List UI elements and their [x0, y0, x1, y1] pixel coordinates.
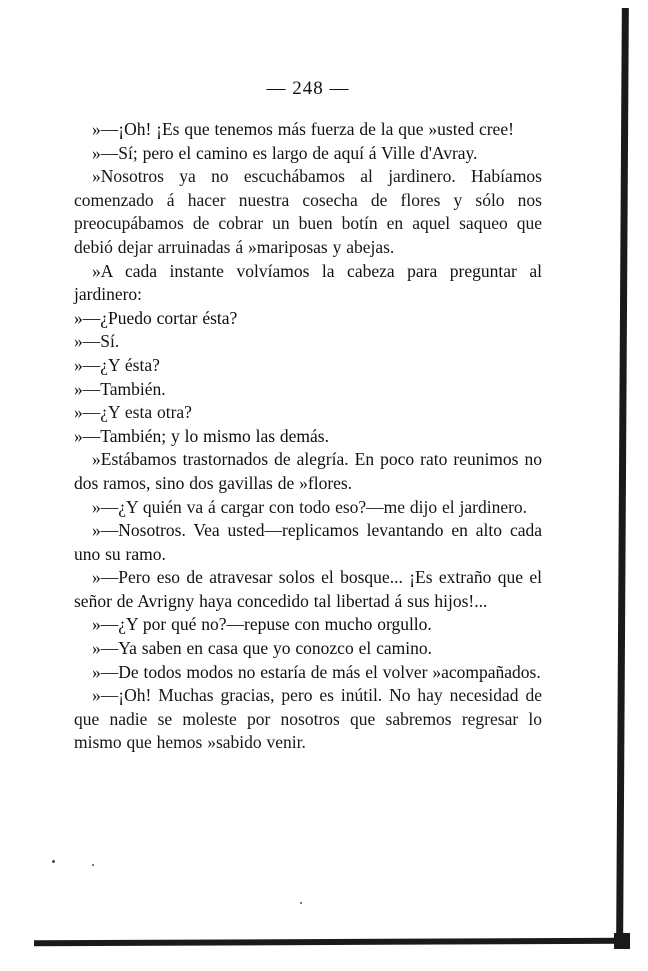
paragraph: »—¿Y por qué no?—repuse con mucho orgullo. [92, 614, 432, 635]
scan-speck [300, 902, 302, 904]
scan-speck [52, 860, 55, 863]
paragraph: »—Sí; pero el camino es largo de aquí á Ville d'Avray. [92, 142, 478, 163]
paragraph: »Estábamos trastornados de alegría. En poco rato reunimos no dos ramos, sino dos gavillas de »flores. [74, 449, 542, 493]
page-edge-corner-mark [614, 933, 630, 949]
paragraph: »—¡Oh! ¡Es que tenemos más fuerza de la que »usted cree! [92, 119, 514, 139]
body-text [74, 118, 542, 755]
dialogue-line: »—¿Y esta otra? [74, 402, 192, 423]
paragraph: »—¿Y quién va á cargar con todo eso?—me dijo el jardinero. [92, 496, 528, 517]
dialogue-line: »—¿Y ésta? [74, 354, 160, 375]
paragraph: »—¡Oh! Muchas gracias, pero es inútil. No hay necesidad de que nadie se moleste por nosotros que sabremos regresar lo mismo que hemos »sabido venir. [74, 685, 542, 753]
dialogue-line: »—Sí. [74, 331, 120, 352]
paragraph: »—Ya saben en casa que yo conozco el camino. [92, 638, 432, 659]
paragraph: »—Pero eso de atravesar solos el bosque... ¡Es extraño que el señor de Avrigny haya concedido tal libertad á sus hijos!... [74, 567, 542, 611]
paragraph: »Nosotros ya no escuchábamos al jardinero. Habíamos comenzado á hacer nuestra cosecha de flores y sólo nos preocupábamos de cobrar un buen botín en aquel saqueo que debió dejar arruinadas á »mariposas y abejas. [74, 166, 542, 257]
paragraph: »—De todos modos no estaría de más el volver »acompañados. [92, 661, 541, 682]
dialogue-line: »—También. [74, 378, 166, 399]
paragraph: »A cada instante volvíamos la cabeza para preguntar al jardinero: [74, 260, 542, 305]
page-content [74, 78, 542, 755]
paragraph: »—Nosotros. Vea usted—replicamos levantando en alto cada uno su ramo. [74, 520, 542, 564]
page-number: — 248 — [266, 78, 350, 99]
dialogue-line: »—¿Puedo cortar ésta? [74, 307, 238, 328]
dialogue-line: »—También; y lo mismo las demás. [74, 425, 329, 446]
page-edge-right-mark [616, 8, 629, 938]
scan-speck [92, 864, 94, 866]
page-edge-bottom-mark [34, 938, 622, 947]
